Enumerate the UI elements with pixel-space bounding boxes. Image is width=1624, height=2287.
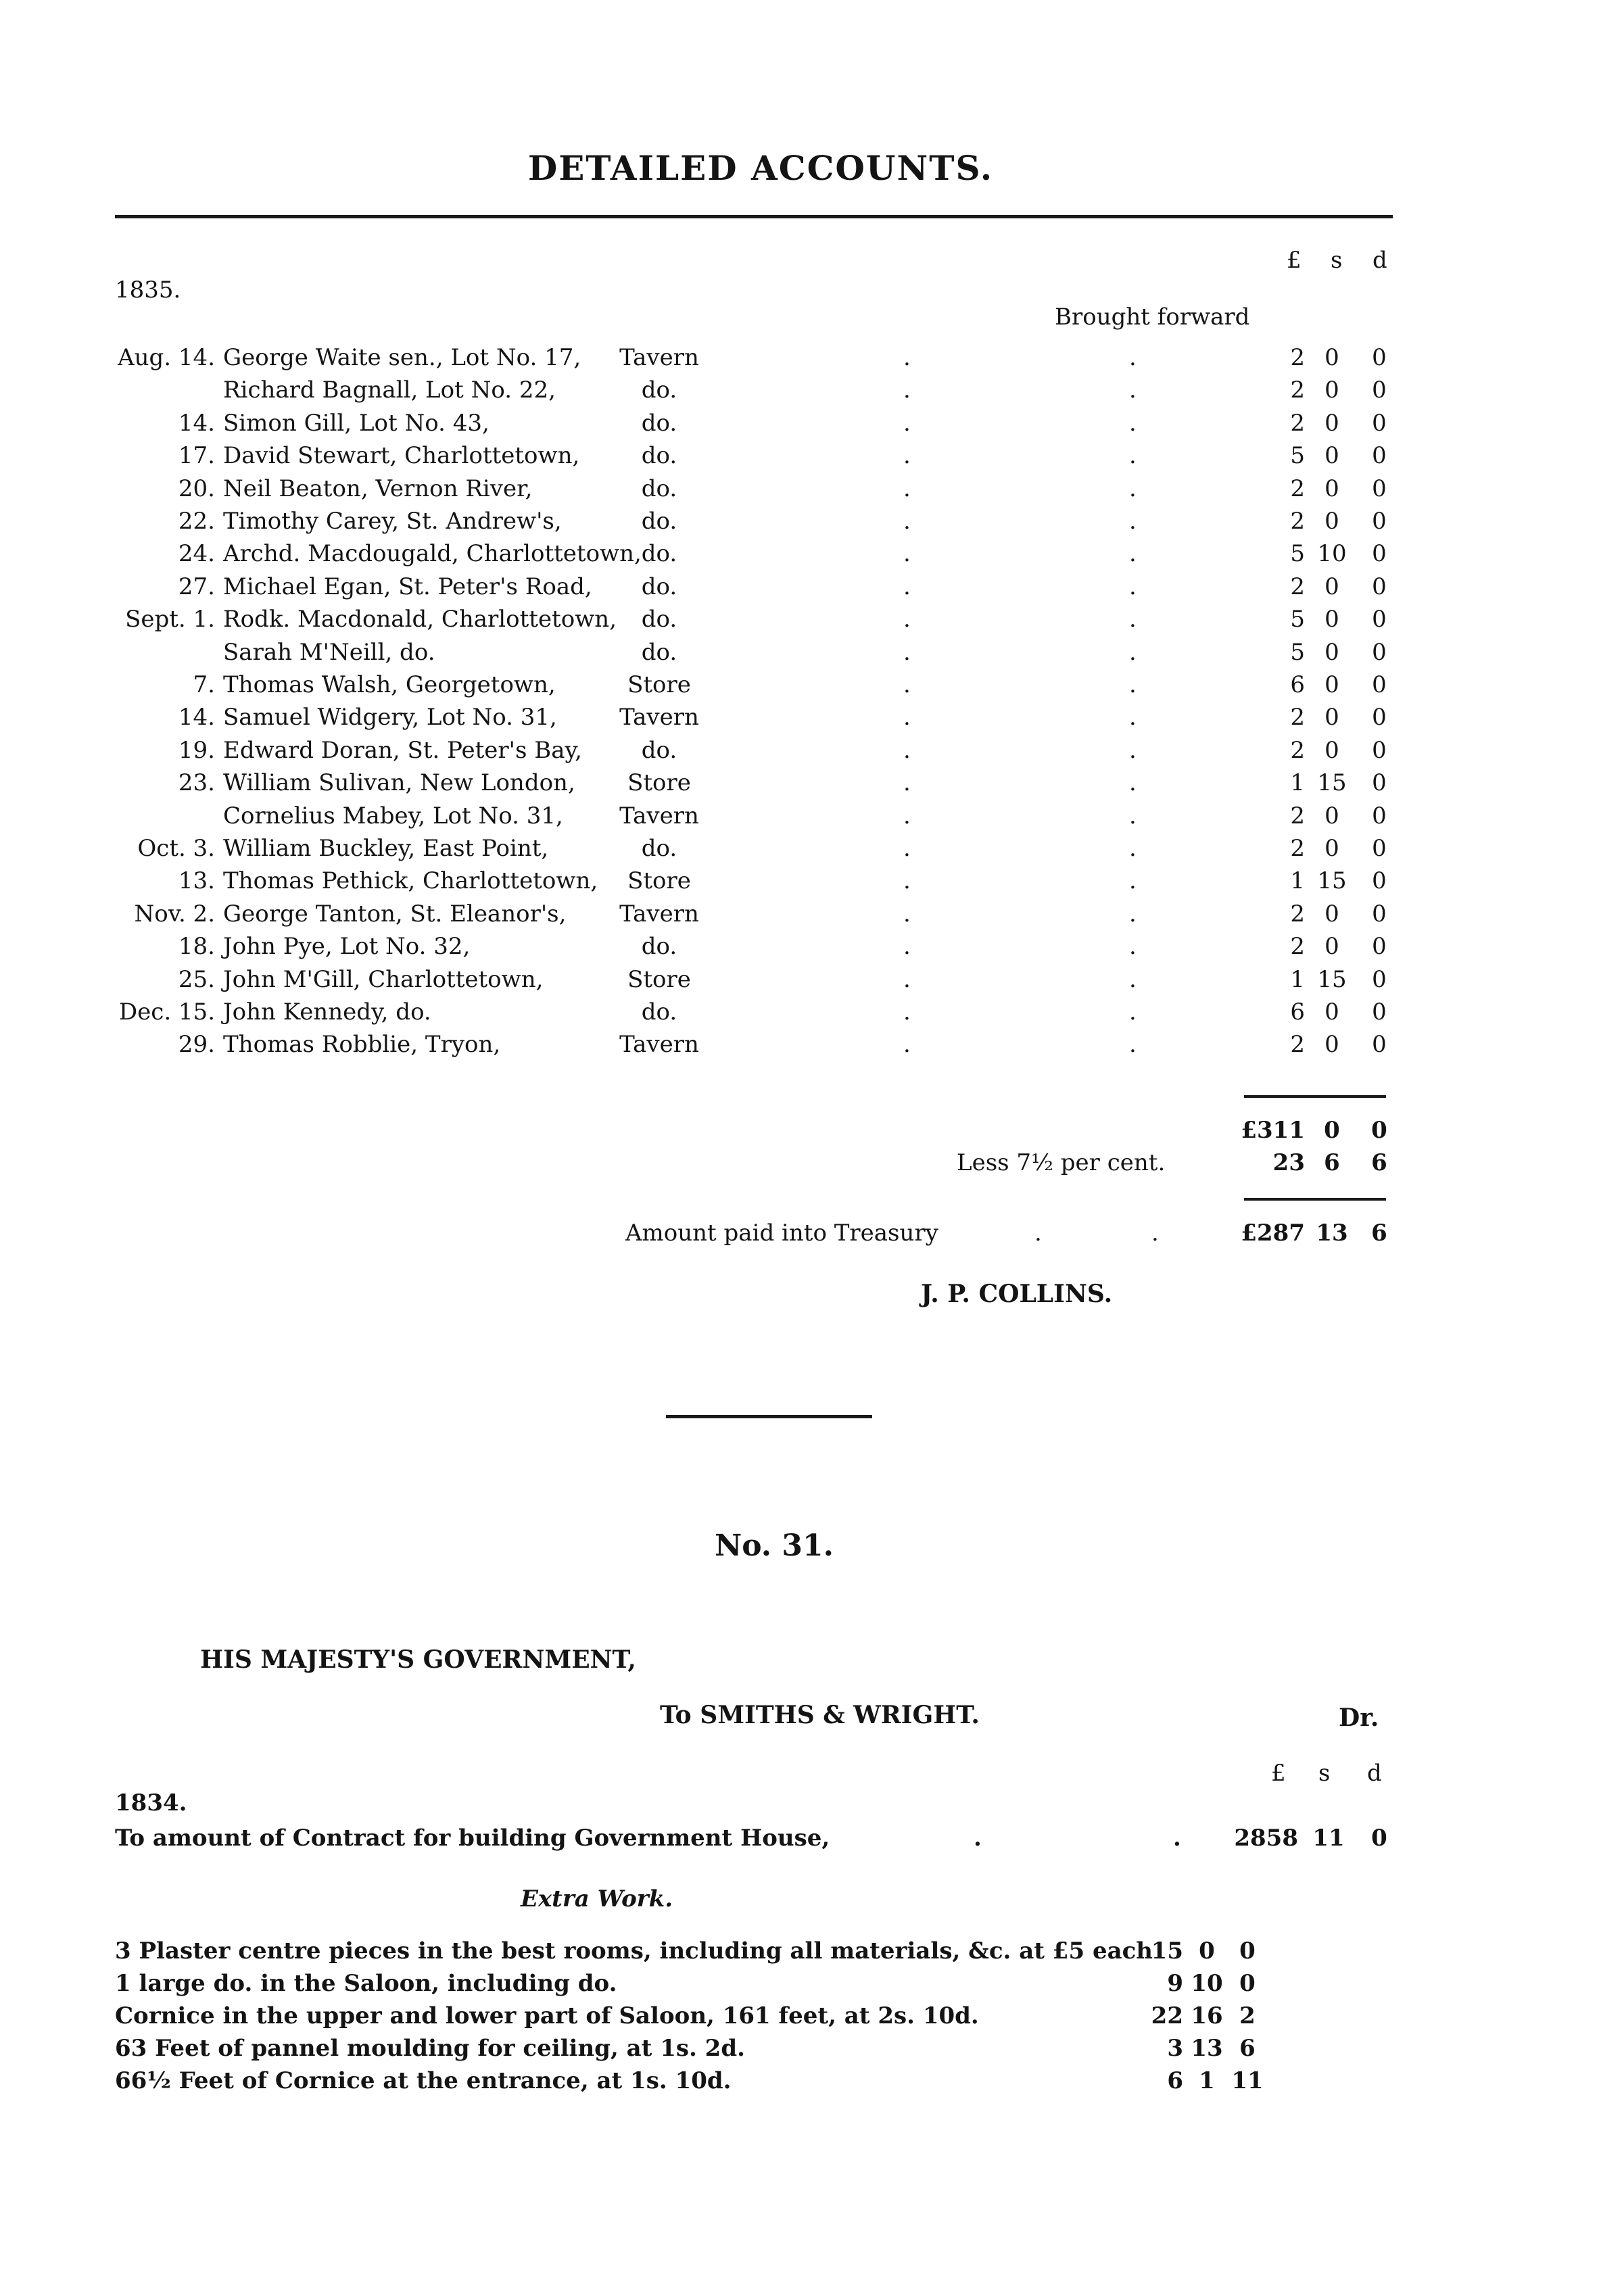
extra-work-pence: 2 [1239, 2002, 1256, 2029]
extra-work-row [0, 1935, 1624, 1967]
currency-pence-header: d [1372, 247, 1387, 274]
leader-dot: . [903, 540, 911, 568]
entry-name: John M'Gill, Charlottetown, [223, 965, 544, 993]
leader-dot: . [1151, 1220, 1159, 1247]
entry-pence: 0 [1372, 540, 1387, 568]
currency-pound-header: £ [1287, 247, 1301, 274]
entry-pence: 0 [1372, 998, 1387, 1026]
entry-kind: Store [627, 965, 691, 993]
leader-dot: . [903, 409, 911, 437]
leader-dot: . [1129, 933, 1137, 961]
creditor-heading: To SMITHS & WRIGHT. [660, 1701, 980, 1729]
entry-name: David Stewart, Charlottetown, [223, 442, 580, 470]
entry-name: Archd. Macdougald, Charlottetown, [223, 540, 642, 568]
contract-label: To amount of Contract for building Government House, [115, 1825, 830, 1852]
entry-date: 20. [178, 475, 215, 502]
page-title: DETAILED ACCOUNTS. [527, 148, 994, 188]
entry-shillings: 0 [1324, 638, 1339, 666]
entry-name: George Waite sen., Lot No. 17, [223, 344, 581, 371]
contract-pounds: 2858 [1234, 1825, 1298, 1852]
entry-kind: do. [641, 638, 677, 666]
leader-dot: . [903, 900, 911, 928]
ledger-row [0, 537, 1624, 570]
extra-work-pence: 0 [1239, 1970, 1256, 1997]
entry-name: Thomas Walsh, Georgetown, [223, 671, 556, 698]
leader-dot: . [903, 508, 911, 535]
entry-date: 19. [178, 736, 215, 764]
leader-dot: . [903, 344, 911, 371]
entry-kind: Tavern [619, 344, 699, 371]
ledger-row [0, 571, 1624, 603]
entry-shillings: 0 [1324, 344, 1339, 371]
leader-dot: . [1129, 475, 1137, 502]
leader-dot: . [903, 475, 911, 502]
extra-work-pence: 0 [1239, 1937, 1256, 1965]
currency-pound-header: £ [1271, 1760, 1286, 1787]
entry-pence: 0 [1372, 704, 1387, 731]
extra-work-shillings: 16 [1191, 2002, 1223, 2029]
extra-work-description: 66½ Feet of Cornice at the entrance, at 1s. 10d. [115, 2067, 732, 2094]
account-number: No. 31. [715, 1528, 834, 1563]
leader-dot: . [903, 867, 911, 895]
currency-shilling-header: s [1318, 1760, 1331, 1787]
leader-dot: . [903, 998, 911, 1026]
currency-shilling-header: s [1331, 247, 1343, 274]
paid-row [0, 1217, 1624, 1249]
leader-dot: . [1129, 704, 1137, 731]
entry-date: 17. [178, 442, 215, 470]
leader-dot: . [1173, 1825, 1181, 1852]
entry-date: Dec. 15. [118, 998, 215, 1026]
extra-work-pounds: 3 [1167, 2035, 1183, 2062]
entry-kind: do. [641, 933, 677, 961]
entry-pounds: 5 [1290, 606, 1305, 633]
entry-pounds: 1 [1290, 867, 1305, 895]
entry-name: John Pye, Lot No. 32, [223, 933, 471, 961]
entry-pence: 0 [1372, 606, 1387, 633]
entry-pounds: 6 [1290, 998, 1305, 1026]
entry-kind: do. [641, 409, 677, 437]
entry-shillings: 0 [1324, 933, 1339, 961]
less-pounds: 23 [1272, 1149, 1305, 1176]
leader-dot: . [903, 933, 911, 961]
entry-kind: Tavern [619, 900, 699, 928]
brought-forward-label: Brought forward [1055, 304, 1250, 331]
leader-dot: . [903, 442, 911, 470]
entry-name: Rodk. Macdonald, Charlottetown, [223, 606, 617, 633]
leader-dot: . [1129, 736, 1137, 764]
entry-pounds: 2 [1290, 344, 1305, 371]
less-label: Less 7½ per cent. [957, 1149, 1166, 1176]
entry-name: John Kennedy, do. [223, 998, 431, 1026]
entry-shillings: 0 [1324, 573, 1339, 600]
entry-pounds: 2 [1290, 475, 1305, 502]
entry-pounds: 2 [1290, 835, 1305, 862]
entry-pence: 0 [1372, 900, 1387, 928]
entry-pence: 0 [1372, 409, 1387, 437]
entry-kind: Store [627, 769, 691, 797]
entry-pence: 0 [1372, 377, 1387, 404]
leader-dot: . [1129, 442, 1137, 470]
extra-work-description: 63 Feet of pannel moulding for ceiling, at 1s. 2d. [115, 2035, 745, 2062]
entry-date: 18. [178, 933, 215, 961]
contract-shillings: 11 [1312, 1825, 1345, 1852]
ledger-row [0, 473, 1624, 505]
entry-kind: do. [641, 736, 677, 764]
entry-date: 25. [178, 965, 215, 993]
extra-work-shillings: 10 [1191, 1970, 1223, 1997]
extra-work-pounds: 9 [1167, 1970, 1183, 1997]
entry-shillings: 0 [1324, 998, 1339, 1026]
extra-work-pounds: 22 [1151, 2002, 1183, 2029]
entry-pounds: 2 [1290, 704, 1305, 731]
entry-name: Thomas Pethick, Charlottetown, [223, 867, 598, 895]
total-rule-top [1244, 1095, 1386, 1098]
extra-work-pounds: 15 [1151, 1937, 1183, 1965]
ledger-row [0, 930, 1624, 963]
ledger-row [0, 374, 1624, 406]
entry-name: Neil Beaton, Vernon River, [223, 475, 533, 502]
ledger-row [0, 800, 1624, 832]
leader-dot: . [1129, 965, 1137, 993]
leader-dot: . [1034, 1220, 1042, 1247]
entry-date: Sept. 1. [125, 606, 215, 633]
leader-dot: . [1129, 638, 1137, 666]
leader-dot: . [1129, 671, 1137, 698]
leader-dot: . [903, 377, 911, 404]
extra-work-description: 3 Plaster centre pieces in the best rooms, including all materials, &c. at £5 each [115, 1937, 1153, 1965]
extra-work-heading: Extra Work. [521, 1885, 673, 1912]
entry-pounds: 5 [1290, 540, 1305, 568]
entry-name: Timothy Carey, St. Andrew's, [223, 508, 562, 535]
ledger-row [0, 734, 1624, 767]
entry-name: Cornelius Mabey, Lot No. 31, [223, 802, 563, 829]
entry-date: 14. [178, 704, 215, 731]
entry-kind: Store [627, 867, 691, 895]
leader-dot: . [903, 769, 911, 797]
entry-pounds: 2 [1290, 933, 1305, 961]
currency-pence-header: d [1367, 1760, 1382, 1787]
entry-date: Aug. 14. [118, 344, 215, 371]
entry-pounds: 5 [1290, 442, 1305, 470]
ledger-row [0, 701, 1624, 733]
entry-date: Nov. 2. [134, 900, 215, 928]
leader-dot: . [1129, 606, 1137, 633]
entry-kind: do. [641, 998, 677, 1026]
leader-dot: . [1129, 769, 1137, 797]
entry-kind: do. [641, 606, 677, 633]
entry-kind: do. [641, 573, 677, 600]
ledger-row [0, 439, 1624, 472]
entry-shillings: 0 [1324, 704, 1339, 731]
entry-pounds: 5 [1290, 638, 1305, 666]
entry-pence: 0 [1372, 867, 1387, 895]
entry-kind: do. [641, 508, 677, 535]
leader-dot: . [903, 835, 911, 862]
leader-dot: . [903, 1031, 911, 1059]
entry-shillings: 0 [1324, 442, 1339, 470]
less-pence: 6 [1371, 1149, 1387, 1176]
leader-dot: . [1129, 573, 1137, 600]
total-rule-bottom [1244, 1198, 1386, 1201]
entry-kind: Store [627, 671, 691, 698]
extra-work-shillings: 0 [1199, 1937, 1215, 1965]
extra-work-shillings: 1 [1199, 2067, 1215, 2094]
title-rule [115, 215, 1393, 218]
entry-shillings: 0 [1324, 409, 1339, 437]
paid-pence: 6 [1371, 1220, 1387, 1247]
entry-shillings: 0 [1324, 900, 1339, 928]
leader-dot: . [1129, 1031, 1137, 1059]
entry-name: Samuel Widgery, Lot No. 31, [223, 704, 557, 731]
ledger-row [0, 636, 1624, 669]
entry-pence: 0 [1372, 933, 1387, 961]
signature: J. P. COLLINS. [921, 1280, 1113, 1308]
entry-date: 22. [178, 508, 215, 535]
entry-shillings: 15 [1317, 867, 1347, 895]
entry-date: 24. [178, 540, 215, 568]
leader-dot: . [974, 1825, 982, 1852]
ledger-row [0, 996, 1624, 1028]
entry-shillings: 0 [1324, 802, 1339, 829]
entry-kind: Tavern [619, 802, 699, 829]
entry-shillings: 0 [1324, 606, 1339, 633]
extra-work-shillings: 13 [1191, 2035, 1223, 2062]
contract-pence: 0 [1371, 1825, 1387, 1852]
leader-dot: . [1129, 508, 1137, 535]
entry-pence: 0 [1372, 442, 1387, 470]
entry-pence: 0 [1372, 1031, 1387, 1059]
entry-shillings: 10 [1317, 540, 1347, 568]
entry-pounds: 6 [1290, 671, 1305, 698]
entry-name: Richard Bagnall, Lot No. 22, [223, 377, 556, 404]
entry-pence: 0 [1372, 344, 1387, 371]
entry-kind: do. [641, 475, 677, 502]
leader-dot: . [903, 965, 911, 993]
entry-name: Michael Egan, St. Peter's Road, [223, 573, 592, 600]
leader-dot: . [1129, 835, 1137, 862]
entry-pounds: 2 [1290, 377, 1305, 404]
account-year: 1835. [115, 276, 181, 304]
entry-pence: 0 [1372, 573, 1387, 600]
extra-work-row [0, 2000, 1624, 2032]
entry-kind: do. [641, 377, 677, 404]
entry-pounds: 2 [1290, 573, 1305, 600]
leader-dot: . [1129, 409, 1137, 437]
entry-pence: 0 [1372, 508, 1387, 535]
entry-date: 29. [178, 1031, 215, 1059]
extra-work-row [0, 2065, 1624, 2097]
entry-pounds: 2 [1290, 900, 1305, 928]
ledger-row [0, 407, 1624, 439]
less-row [0, 1147, 1624, 1179]
entry-pounds: 2 [1290, 409, 1305, 437]
leader-dot: . [903, 606, 911, 633]
entry-name: Thomas Robblie, Tryon, [223, 1031, 501, 1059]
total-pounds: £311 [1241, 1117, 1305, 1144]
entry-date: 13. [178, 867, 215, 895]
extra-work-pence: 6 [1239, 2035, 1256, 2062]
ledger-row [0, 767, 1624, 799]
extra-work-row [0, 2032, 1624, 2065]
ledger-row [0, 505, 1624, 537]
leader-dot: . [1129, 344, 1137, 371]
leader-dot: . [903, 671, 911, 698]
ledger-row [0, 865, 1624, 897]
entry-shillings: 0 [1324, 1031, 1339, 1059]
entry-kind: do. [641, 540, 677, 568]
entry-shillings: 0 [1324, 736, 1339, 764]
entry-name: William Sulivan, New London, [223, 769, 575, 797]
entry-shillings: 0 [1324, 377, 1339, 404]
dr-label: Dr. [1339, 1704, 1379, 1732]
extra-work-description: Cornice in the upper and lower part of Saloon, 161 feet, at 2s. 10d. [115, 2002, 979, 2029]
entry-date: 23. [178, 769, 215, 797]
debtor-heading: HIS MAJESTY'S GOVERNMENT, [200, 1645, 636, 1674]
leader-dot: . [1129, 540, 1137, 568]
total-pence: 0 [1371, 1117, 1387, 1144]
leader-dot: . [903, 704, 911, 731]
ledger-row [0, 669, 1624, 701]
entry-pence: 0 [1372, 835, 1387, 862]
entry-pounds: 2 [1290, 736, 1305, 764]
total-shillings: 0 [1324, 1117, 1340, 1144]
ledger-row [0, 898, 1624, 930]
leader-dot: . [1129, 998, 1137, 1026]
entry-pence: 0 [1372, 475, 1387, 502]
entry-shillings: 0 [1324, 475, 1339, 502]
entry-date: 7. [193, 671, 215, 698]
entry-shillings: 0 [1324, 671, 1339, 698]
entry-pence: 0 [1372, 769, 1387, 797]
section-separator [666, 1415, 872, 1418]
entry-pence: 0 [1372, 965, 1387, 993]
entry-kind: do. [641, 442, 677, 470]
ledger-row [0, 341, 1624, 374]
extra-work-pounds: 6 [1167, 2067, 1183, 2094]
leader-dot: . [1129, 900, 1137, 928]
leader-dot: . [1129, 802, 1137, 829]
entry-pence: 0 [1372, 736, 1387, 764]
entry-pence: 0 [1372, 638, 1387, 666]
entry-pence: 0 [1372, 802, 1387, 829]
entry-pounds: 2 [1290, 508, 1305, 535]
entry-name: Edward Doran, St. Peter's Bay, [223, 736, 582, 764]
leader-dot: . [903, 638, 911, 666]
entry-name: William Buckley, East Point, [223, 835, 549, 862]
entry-kind: Tavern [619, 1031, 699, 1059]
entry-shillings: 0 [1324, 508, 1339, 535]
leader-dot: . [903, 573, 911, 600]
ledger-row [0, 963, 1624, 996]
leader-dot: . [1129, 377, 1137, 404]
entry-pounds: 2 [1290, 802, 1305, 829]
entry-kind: Tavern [619, 704, 699, 731]
entry-name: Sarah M'Neill, do. [223, 638, 435, 666]
total-row [0, 1114, 1624, 1147]
entry-pounds: 2 [1290, 1031, 1305, 1059]
entry-name: Simon Gill, Lot No. 43, [223, 409, 489, 437]
entry-pounds: 1 [1290, 769, 1305, 797]
entry-pounds: 1 [1290, 965, 1305, 993]
paid-shillings: 13 [1316, 1220, 1348, 1247]
extra-work-row [0, 1967, 1624, 2000]
entry-shillings: 0 [1324, 835, 1339, 862]
entry-name: George Tanton, St. Eleanor's, [223, 900, 567, 928]
account-year: 1834. [115, 1789, 187, 1816]
entry-shillings: 15 [1317, 965, 1347, 993]
ledger-row [0, 1028, 1624, 1061]
entry-shillings: 15 [1317, 769, 1347, 797]
leader-dot: . [903, 802, 911, 829]
paid-label: Amount paid into Treasury [625, 1220, 938, 1247]
entry-date: 27. [178, 573, 215, 600]
extra-work-description: 1 large do. in the Saloon, including do. [115, 1970, 617, 1997]
less-shillings: 6 [1324, 1149, 1340, 1176]
contract-row [0, 1822, 1624, 1854]
leader-dot: . [903, 736, 911, 764]
entry-date: Oct. 3. [137, 835, 215, 862]
extra-work-pence: 11 [1231, 2067, 1264, 2094]
ledger-row [0, 603, 1624, 635]
leader-dot: . [1129, 867, 1137, 895]
entry-kind: do. [641, 835, 677, 862]
entry-date: 14. [178, 409, 215, 437]
entry-pence: 0 [1372, 671, 1387, 698]
ledger-row [0, 832, 1624, 865]
paid-pounds: £287 [1241, 1220, 1305, 1247]
